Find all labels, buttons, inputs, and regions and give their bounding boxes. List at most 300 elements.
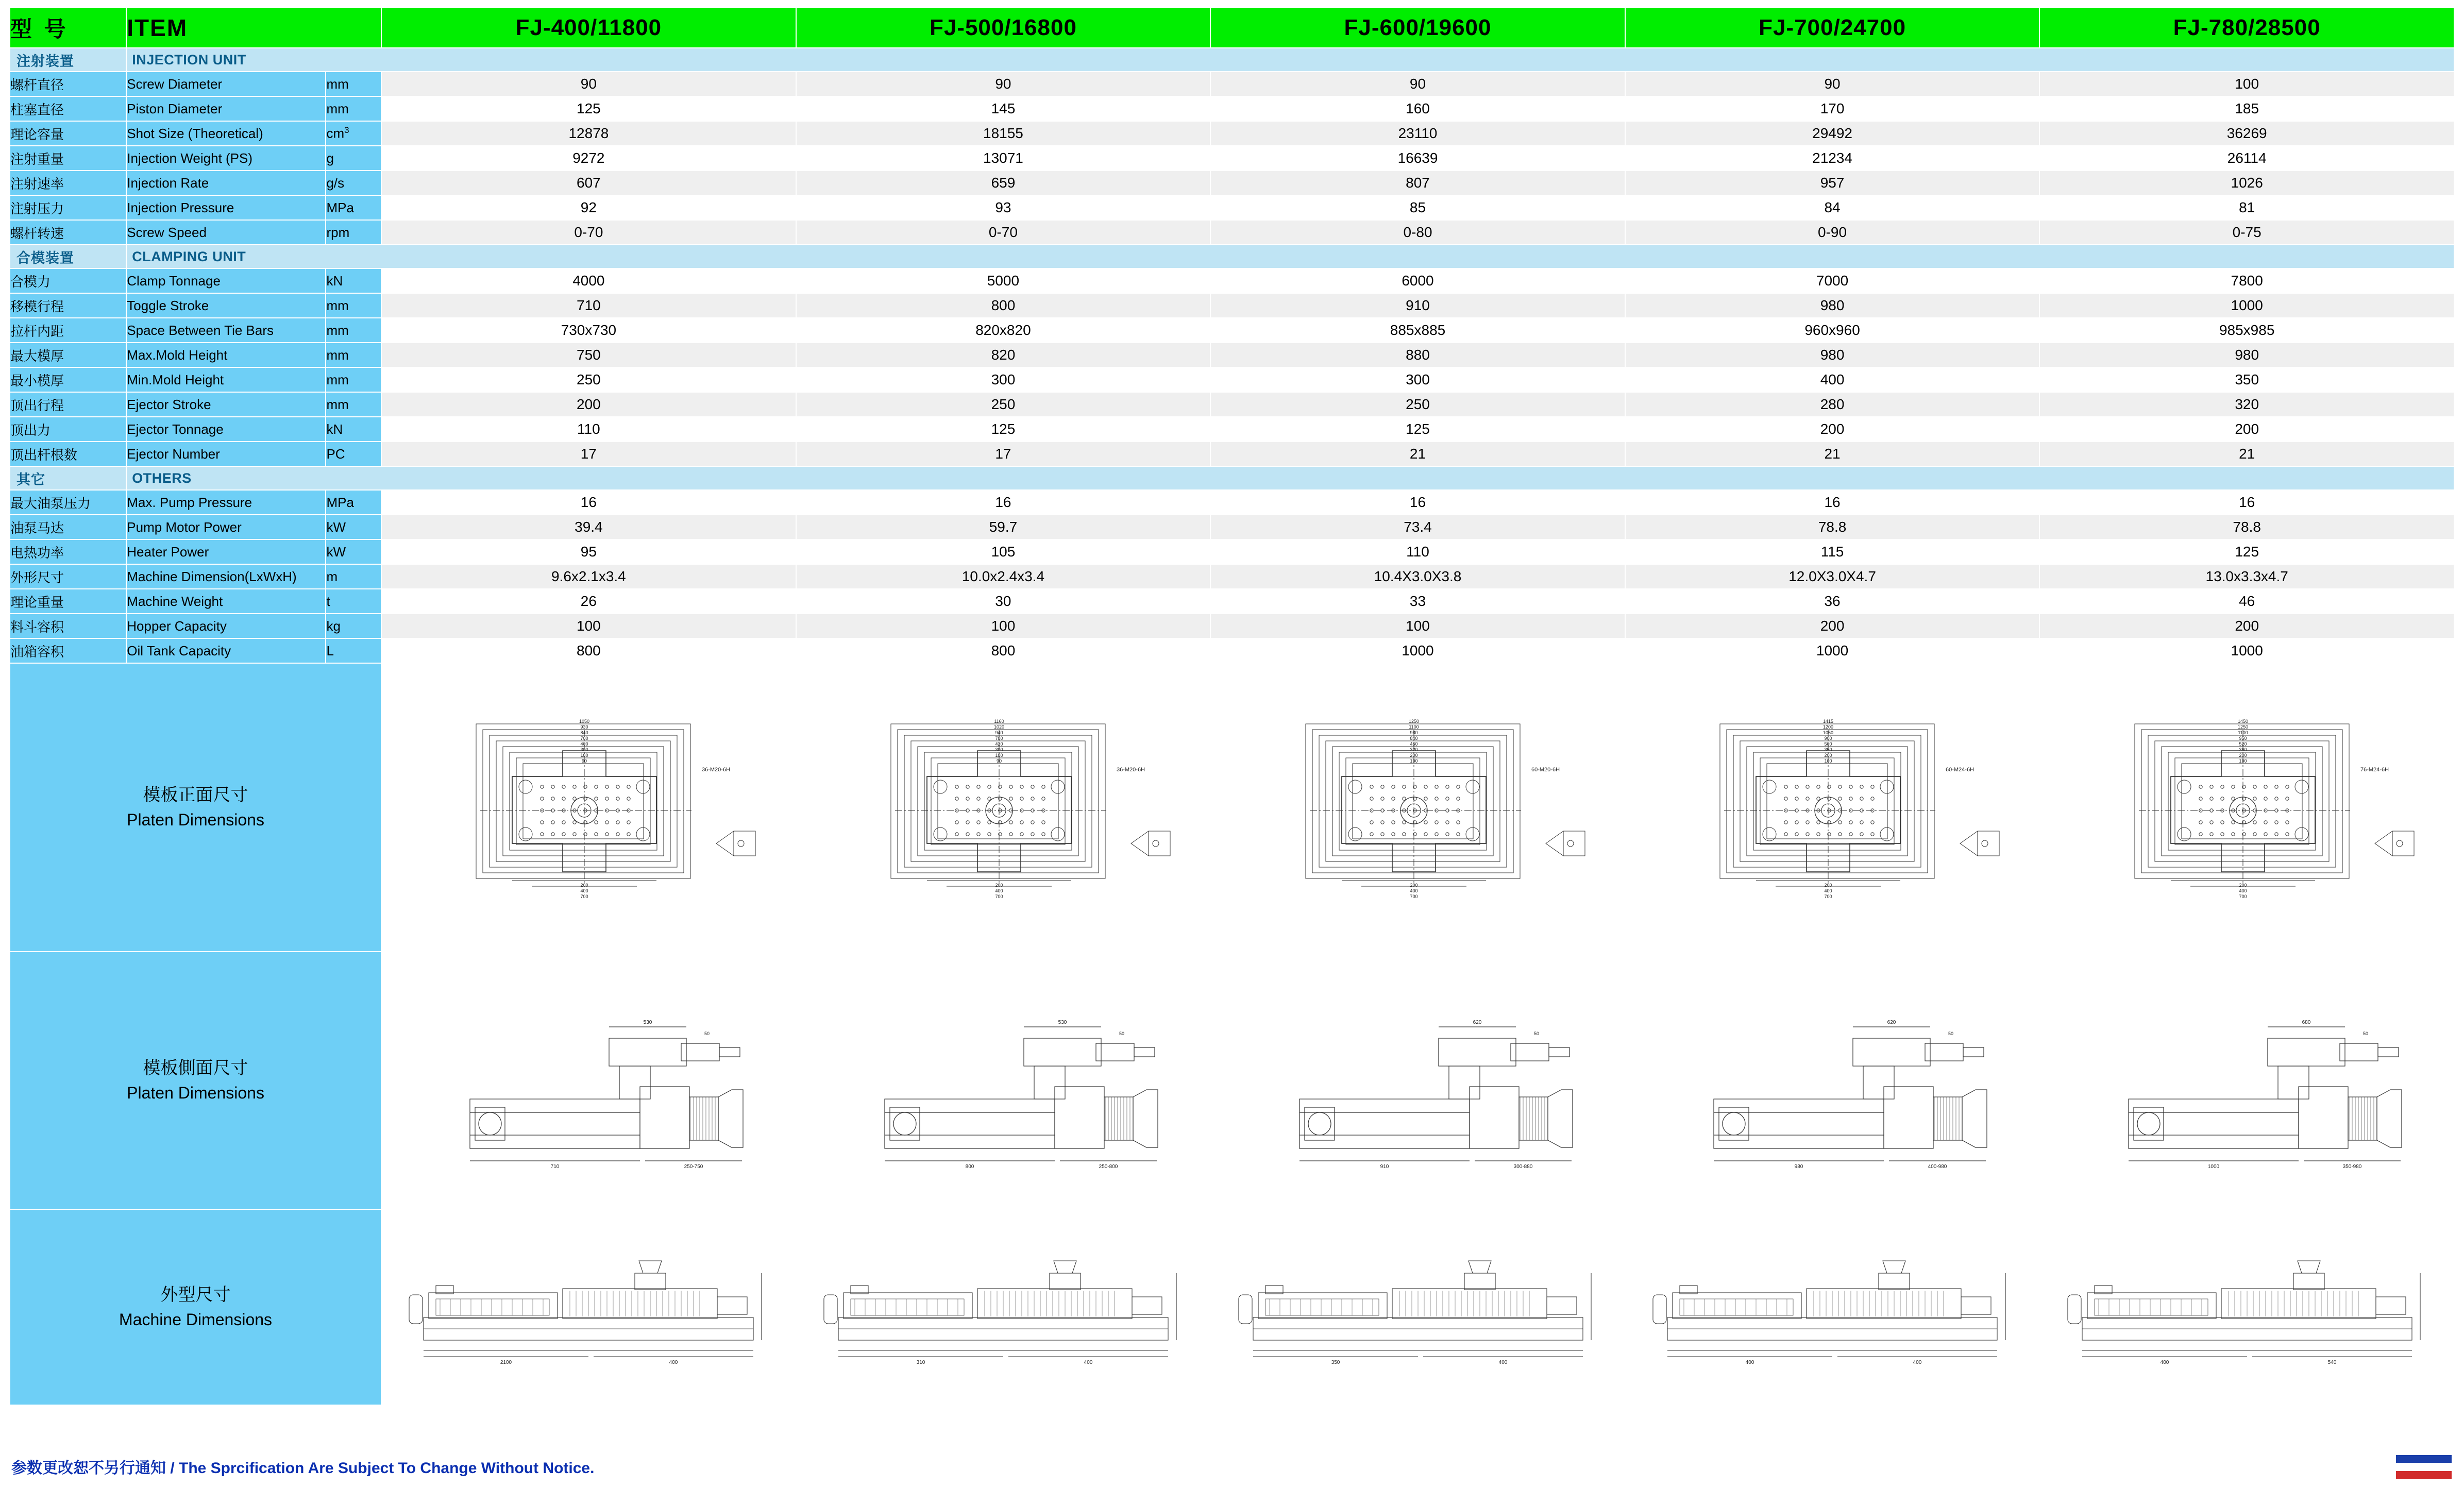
- drawing-cell-0-0: [381, 663, 796, 952]
- spec-value-3: 170: [1625, 96, 2040, 121]
- spec-unit: PC: [326, 442, 381, 466]
- svg-text:200: 200: [1824, 883, 1832, 888]
- spec-row: [10, 195, 2454, 220]
- spec-unit: mm: [326, 72, 381, 96]
- drawing-row-1: [10, 952, 2454, 1209]
- drawing-cell-1-3: [1625, 952, 2040, 1209]
- spec-value-2: 880: [1210, 343, 1625, 367]
- svg-text:180: 180: [580, 753, 588, 758]
- svg-text:520: 520: [2239, 741, 2247, 747]
- spec-row: [10, 490, 2454, 515]
- spec-label-en: Machine Weight: [126, 589, 326, 614]
- spec-value-0: 110: [381, 417, 796, 442]
- header-model-0: FJ-400/11800: [381, 8, 796, 48]
- spec-value-0: 16: [381, 490, 796, 515]
- svg-text:400: 400: [1824, 888, 1832, 893]
- svg-text:36-M20-6H: 36-M20-6H: [1116, 767, 1145, 773]
- spec-unit: t: [326, 589, 381, 614]
- svg-text:50: 50: [1948, 1031, 1954, 1036]
- svg-text:76-M24-6H: 76-M24-6H: [2360, 767, 2389, 773]
- spec-label-en: Space Between Tie Bars: [126, 318, 326, 343]
- spec-row: [10, 343, 2454, 367]
- spec-value-0: 9272: [381, 146, 796, 171]
- svg-text:100: 100: [1824, 758, 1832, 764]
- header-model-1: FJ-500/16800: [796, 8, 1211, 48]
- spec-label-cn: 顶出力: [10, 417, 126, 442]
- spec-value-2: 885x885: [1210, 318, 1625, 343]
- svg-text:620: 620: [1887, 1020, 1896, 1025]
- svg-text:1100: 1100: [1408, 724, 1419, 730]
- spec-value-4: 1000: [2039, 638, 2454, 663]
- svg-text:60-M24-6H: 60-M24-6H: [1946, 767, 1974, 773]
- svg-text:1250: 1250: [1408, 719, 1419, 724]
- spec-label-cn: 顶出行程: [10, 392, 126, 417]
- spec-value-4: 7800: [2039, 268, 2454, 293]
- spec-value-1: 800: [796, 638, 1211, 663]
- spec-value-2: 6000: [1210, 268, 1625, 293]
- spec-value-3: 200: [1625, 417, 2040, 442]
- svg-text:90: 90: [582, 758, 587, 764]
- spec-value-0: 95: [381, 539, 796, 564]
- svg-text:400: 400: [1745, 1360, 1754, 1365]
- section-label-cn: 合模装置: [10, 245, 126, 268]
- svg-text:540: 540: [2327, 1360, 2337, 1365]
- section-row-1: [10, 245, 2454, 268]
- spec-row: [10, 417, 2454, 442]
- spec-value-0: 730x730: [381, 318, 796, 343]
- spec-label-en: Max. Pump Pressure: [126, 490, 326, 515]
- spec-value-3: 200: [1625, 614, 2040, 638]
- spec-value-2: 0-80: [1210, 220, 1625, 245]
- spec-label-en: Screw Diameter: [126, 72, 326, 96]
- spec-label-cn: 移模行程: [10, 293, 126, 318]
- spec-value-3: 960x960: [1625, 318, 2040, 343]
- svg-text:400: 400: [1913, 1360, 1922, 1365]
- spec-value-4: 125: [2039, 539, 2454, 564]
- svg-text:940: 940: [995, 730, 1003, 735]
- spec-row: [10, 392, 2454, 417]
- drawing-cell-1-4: [2039, 952, 2454, 1209]
- drawing-cell-0-4: [2039, 663, 2454, 952]
- svg-text:300: 300: [995, 747, 1003, 752]
- spec-label-cn: 最大模厚: [10, 343, 126, 367]
- svg-text:400: 400: [580, 888, 588, 893]
- svg-text:2100: 2100: [500, 1360, 512, 1365]
- spec-value-2: 16639: [1210, 146, 1625, 171]
- svg-text:700: 700: [1824, 894, 1832, 899]
- svg-text:50: 50: [704, 1031, 710, 1036]
- spec-value-3: 0-90: [1625, 220, 2040, 245]
- spec-value-2: 33: [1210, 589, 1625, 614]
- spec-unit: kg: [326, 614, 381, 638]
- svg-text:710: 710: [551, 1164, 560, 1170]
- spec-value-2: 910: [1210, 293, 1625, 318]
- drawing-cell-0-1: [796, 663, 1211, 952]
- drawing-cell-2-4: [2039, 1209, 2454, 1405]
- spec-value-0: 90: [381, 72, 796, 96]
- spec-row: [10, 96, 2454, 121]
- spec-label-en: Machine Dimension(LxWxH): [126, 564, 326, 589]
- spec-value-1: 145: [796, 96, 1211, 121]
- spec-value-4: 78.8: [2039, 515, 2454, 539]
- spec-value-3: 21: [1625, 442, 2040, 466]
- spec-value-3: 78.8: [1625, 515, 2040, 539]
- spec-label-cn: 最大油泵压力: [10, 490, 126, 515]
- spec-label-en: Injection Weight (PS): [126, 146, 326, 171]
- spec-value-4: 185: [2039, 96, 2454, 121]
- spec-value-0: 800: [381, 638, 796, 663]
- spec-unit: MPa: [326, 195, 381, 220]
- svg-text:1160: 1160: [994, 719, 1004, 724]
- spec-unit: kN: [326, 268, 381, 293]
- spec-value-4: 980: [2039, 343, 2454, 367]
- spec-row: [10, 515, 2454, 539]
- svg-text:1415: 1415: [1823, 719, 1834, 724]
- svg-text:60-M20-6H: 60-M20-6H: [1531, 767, 1560, 773]
- spec-label-en: Shot Size (Theoretical): [126, 121, 326, 146]
- spec-row: [10, 318, 2454, 343]
- section-label-cn: 注射装置: [10, 48, 126, 72]
- spec-label-cn: 柱塞直径: [10, 96, 126, 121]
- spec-value-3: 115: [1625, 539, 2040, 564]
- spec-value-4: 26114: [2039, 146, 2454, 171]
- spec-unit: kW: [326, 515, 381, 539]
- spec-row: [10, 539, 2454, 564]
- spec-value-1: 105: [796, 539, 1211, 564]
- spec-label-cn: 电热功率: [10, 539, 126, 564]
- spec-unit: MPa: [326, 490, 381, 515]
- spec-unit: kW: [326, 539, 381, 564]
- spec-value-0: 607: [381, 171, 796, 195]
- drawing-cell-0-3: [1625, 663, 2040, 952]
- svg-text:700: 700: [2239, 894, 2247, 899]
- svg-text:200: 200: [1824, 753, 1832, 758]
- spec-value-2: 100: [1210, 614, 1625, 638]
- spec-value-3: 7000: [1625, 268, 2040, 293]
- svg-text:360: 360: [2239, 747, 2247, 752]
- svg-text:300-880: 300-880: [1513, 1164, 1532, 1170]
- spec-value-4: 21: [2039, 442, 2454, 466]
- section-label-en: OTHERS: [126, 466, 2454, 490]
- spec-unit: mm: [326, 293, 381, 318]
- spec-value-3: 36: [1625, 589, 2040, 614]
- spec-label-cn: 螺杆直径: [10, 72, 126, 96]
- svg-text:1200: 1200: [1823, 724, 1834, 730]
- spec-label-en: Piston Diameter: [126, 96, 326, 121]
- spec-value-3: 29492: [1625, 121, 2040, 146]
- spec-row: [10, 171, 2454, 195]
- spec-value-1: 820x820: [796, 318, 1211, 343]
- drawing-cell-2-2: [1210, 1209, 1625, 1405]
- spec-value-3: 980: [1625, 343, 2040, 367]
- spec-value-3: 90: [1625, 72, 2040, 96]
- spec-unit: kN: [326, 417, 381, 442]
- drawing-cell-2-3: [1625, 1209, 2040, 1405]
- svg-text:310: 310: [916, 1360, 925, 1365]
- spec-value-2: 807: [1210, 171, 1625, 195]
- spec-value-3: 400: [1625, 367, 2040, 392]
- svg-text:500: 500: [1824, 741, 1832, 747]
- svg-text:200: 200: [995, 883, 1003, 888]
- spec-label-cn: 螺杆转速: [10, 220, 126, 245]
- spec-value-4: 100: [2039, 72, 2454, 96]
- svg-text:1000: 1000: [2207, 1164, 2219, 1170]
- specification-table: [9, 7, 2455, 1406]
- svg-text:980: 980: [1409, 730, 1418, 735]
- spec-value-1: 93: [796, 195, 1211, 220]
- spec-label-en: Heater Power: [126, 539, 326, 564]
- spec-value-1: 125: [796, 417, 1211, 442]
- svg-text:620: 620: [1473, 1020, 1481, 1025]
- svg-text:100: 100: [2239, 758, 2247, 764]
- svg-text:780: 780: [995, 736, 1003, 741]
- svg-text:840: 840: [1409, 736, 1418, 741]
- spec-unit: g/s: [326, 171, 381, 195]
- spec-unit: rpm: [326, 220, 381, 245]
- svg-text:400: 400: [995, 888, 1003, 893]
- spec-value-4: 16: [2039, 490, 2454, 515]
- svg-text:1050: 1050: [579, 719, 590, 724]
- spec-label-en: Ejector Stroke: [126, 392, 326, 417]
- spec-label-cn: 油箱容积: [10, 638, 126, 663]
- spec-unit: m: [326, 564, 381, 589]
- spec-value-2: 1000: [1210, 638, 1625, 663]
- section-row-2: [10, 466, 2454, 490]
- spec-value-2: 85: [1210, 195, 1625, 220]
- header-model-4: FJ-780/28500: [2039, 8, 2454, 48]
- spec-value-1: 13071: [796, 146, 1211, 171]
- svg-text:200: 200: [2239, 753, 2247, 758]
- svg-text:1100: 1100: [2237, 730, 2248, 735]
- spec-row: [10, 220, 2454, 245]
- spec-unit: mm: [326, 367, 381, 392]
- spec-label-en: Screw Speed: [126, 220, 326, 245]
- svg-text:400: 400: [2160, 1360, 2169, 1365]
- spec-value-0: 0-70: [381, 220, 796, 245]
- svg-text:400: 400: [1084, 1360, 1093, 1365]
- spec-label-en: Ejector Tonnage: [126, 417, 326, 442]
- spec-value-1: 17: [796, 442, 1211, 466]
- spec-value-1: 659: [796, 171, 1211, 195]
- header-item-en: ITEM: [126, 8, 381, 48]
- spec-value-2: 23110: [1210, 121, 1625, 146]
- spec-label-en: Min.Mold Height: [126, 367, 326, 392]
- spec-value-3: 16: [1625, 490, 2040, 515]
- svg-text:180: 180: [995, 753, 1003, 758]
- spec-label-cn: 理论容量: [10, 121, 126, 146]
- svg-text:1050: 1050: [1823, 730, 1834, 735]
- svg-text:36-M20-6H: 36-M20-6H: [702, 767, 731, 773]
- svg-text:700: 700: [580, 894, 588, 899]
- spec-value-4: 1000: [2039, 293, 2454, 318]
- svg-text:950: 950: [2239, 736, 2247, 741]
- spec-value-2: 10.4X3.0X3.8: [1210, 564, 1625, 589]
- spec-value-3: 1000: [1625, 638, 2040, 663]
- svg-text:350-980: 350-980: [2342, 1164, 2362, 1170]
- svg-text:200: 200: [580, 883, 588, 888]
- spec-label-cn: 外形尺寸: [10, 564, 126, 589]
- header-item-cn: 型 号: [10, 8, 126, 48]
- spec-value-2: 90: [1210, 72, 1625, 96]
- svg-text:400-980: 400-980: [1928, 1164, 1947, 1170]
- table-header-row: [10, 8, 2454, 48]
- drawing-cell-0-2: [1210, 663, 1625, 952]
- drawing-label-0: 模板正面尺寸 Platen Dimensions: [10, 663, 381, 952]
- drawing-cell-1-1: [796, 952, 1211, 1209]
- svg-text:350: 350: [1331, 1360, 1340, 1365]
- spec-row: [10, 367, 2454, 392]
- spec-value-4: 200: [2039, 614, 2454, 638]
- spec-label-en: Injection Pressure: [126, 195, 326, 220]
- spec-value-3: 957: [1625, 171, 2040, 195]
- spec-label-cn: 注射重量: [10, 146, 126, 171]
- spec-value-1: 59.7: [796, 515, 1211, 539]
- spec-value-1: 16: [796, 490, 1211, 515]
- spec-label-en: Pump Motor Power: [126, 515, 326, 539]
- spec-value-1: 18155: [796, 121, 1211, 146]
- spec-row: [10, 293, 2454, 318]
- spec-row: [10, 442, 2454, 466]
- spec-value-3: 980: [1625, 293, 2040, 318]
- svg-text:50: 50: [1119, 1031, 1124, 1036]
- spec-value-0: 200: [381, 392, 796, 417]
- spec-value-0: 9.6x2.1x3.4: [381, 564, 796, 589]
- drawing-row-0: [10, 663, 2454, 952]
- spec-value-2: 21: [1210, 442, 1625, 466]
- svg-text:980: 980: [1794, 1164, 1803, 1170]
- spec-value-4: 0-75: [2039, 220, 2454, 245]
- svg-text:930: 930: [580, 724, 588, 730]
- spec-value-4: 81: [2039, 195, 2454, 220]
- svg-text:700: 700: [1409, 894, 1418, 899]
- spec-value-0: 250: [381, 367, 796, 392]
- spec-row: [10, 638, 2454, 663]
- spec-value-1: 0-70: [796, 220, 1211, 245]
- spec-value-4: 985x985: [2039, 318, 2454, 343]
- spec-value-0: 4000: [381, 268, 796, 293]
- spec-row: [10, 268, 2454, 293]
- svg-text:700: 700: [580, 736, 588, 741]
- spec-label-en: Clamp Tonnage: [126, 268, 326, 293]
- disclaimer-note: 参数更改恕不另行通知 / The Sprcification Are Subject To Change Without Notice.: [11, 1460, 595, 1477]
- spec-unit: L: [326, 638, 381, 663]
- svg-text:680: 680: [2302, 1020, 2311, 1025]
- spec-row: [10, 121, 2454, 146]
- spec-unit: $cm^3$: [326, 121, 381, 146]
- svg-text:900: 900: [1824, 736, 1832, 741]
- svg-text:400: 400: [669, 1360, 678, 1365]
- svg-text:910: 910: [1380, 1164, 1389, 1170]
- spec-value-1: 250: [796, 392, 1211, 417]
- spec-value-1: 300: [796, 367, 1211, 392]
- spec-value-1: 30: [796, 589, 1211, 614]
- spec-label-cn: 理论重量: [10, 589, 126, 614]
- svg-text:320: 320: [1409, 747, 1418, 752]
- drawing-cell-1-0: [381, 952, 796, 1209]
- svg-text:90: 90: [996, 758, 1002, 764]
- svg-text:530: 530: [644, 1020, 652, 1025]
- spec-value-3: 21234: [1625, 146, 2040, 171]
- spec-value-0: 710: [381, 293, 796, 318]
- spec-value-2: 110: [1210, 539, 1625, 564]
- drawing-row-2: [10, 1209, 2454, 1405]
- spec-value-1: 100: [796, 614, 1211, 638]
- spec-unit: g: [326, 146, 381, 171]
- header-model-2: FJ-600/19600: [1210, 8, 1625, 48]
- drawing-cell-1-2: [1210, 952, 1625, 1209]
- svg-text:1020: 1020: [993, 724, 1004, 730]
- spec-label-en: Oil Tank Capacity: [126, 638, 326, 663]
- spec-value-1: 10.0x2.4x3.4: [796, 564, 1211, 589]
- spec-value-4: 13.0x3.3x4.7: [2039, 564, 2454, 589]
- svg-text:50: 50: [2362, 1031, 2368, 1036]
- spec-unit: mm: [326, 318, 381, 343]
- svg-text:530: 530: [1058, 1020, 1067, 1025]
- spec-row: [10, 146, 2454, 171]
- spec-label-cn: 最小模厚: [10, 367, 126, 392]
- svg-text:250-750: 250-750: [684, 1164, 703, 1170]
- spec-label-en: Hopper Capacity: [126, 614, 326, 638]
- spec-value-0: 17: [381, 442, 796, 466]
- spec-label-en: Injection Rate: [126, 171, 326, 195]
- spec-value-4: 46: [2039, 589, 2454, 614]
- spec-label-cn: 注射速率: [10, 171, 126, 195]
- svg-text:100: 100: [1409, 758, 1418, 764]
- spec-label-cn: 注射压力: [10, 195, 126, 220]
- spec-label-cn: 料斗容积: [10, 614, 126, 638]
- spec-value-4: 36269: [2039, 121, 2454, 146]
- spec-label-cn: 油泵马达: [10, 515, 126, 539]
- header-model-3: FJ-700/24700: [1625, 8, 2040, 48]
- svg-text:1250: 1250: [2237, 724, 2248, 730]
- svg-text:200: 200: [1409, 883, 1418, 888]
- spec-value-4: 350: [2039, 367, 2454, 392]
- spec-row: [10, 564, 2454, 589]
- section-label-en: CLAMPING UNIT: [126, 245, 2454, 268]
- spec-label-cn: 拉杆内距: [10, 318, 126, 343]
- svg-text:700: 700: [995, 894, 1003, 899]
- spec-value-1: 820: [796, 343, 1211, 367]
- svg-text:400: 400: [1498, 1360, 1507, 1365]
- spec-value-3: 280: [1625, 392, 2040, 417]
- spec-value-0: 100: [381, 614, 796, 638]
- spec-value-2: 160: [1210, 96, 1625, 121]
- drawing-label-1: 模板側面尺寸 Platen Dimensions: [10, 952, 381, 1209]
- svg-text:840: 840: [580, 730, 588, 735]
- drawing-cell-2-0: [381, 1209, 796, 1405]
- spec-row: [10, 589, 2454, 614]
- spec-value-0: 26: [381, 589, 796, 614]
- section-row-0: [10, 48, 2454, 72]
- svg-text:400: 400: [1409, 888, 1418, 893]
- spec-value-2: 125: [1210, 417, 1625, 442]
- spec-value-2: 250: [1210, 392, 1625, 417]
- spec-label-en: Max.Mold Height: [126, 343, 326, 367]
- spec-unit: mm: [326, 96, 381, 121]
- spec-value-3: 84: [1625, 195, 2040, 220]
- drawing-label-2: 外型尺寸 Machine Dimensions: [10, 1209, 381, 1405]
- section-label-cn: 其它: [10, 466, 126, 490]
- svg-text:350: 350: [1824, 747, 1832, 752]
- spec-row: [10, 72, 2454, 96]
- spec-label-cn: 顶出杆根数: [10, 442, 126, 466]
- spec-value-0: 12878: [381, 121, 796, 146]
- spec-value-0: 750: [381, 343, 796, 367]
- svg-text:450: 450: [1409, 741, 1418, 747]
- svg-text:200: 200: [1409, 753, 1418, 758]
- spec-value-2: 16: [1210, 490, 1625, 515]
- drawing-cell-2-1: [796, 1209, 1211, 1405]
